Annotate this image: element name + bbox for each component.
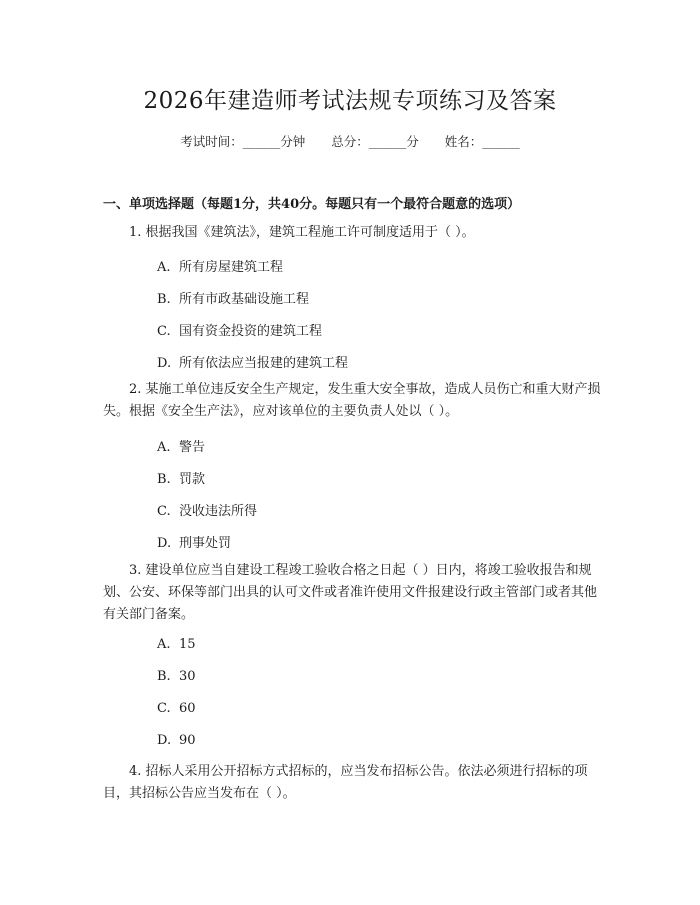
question-3-option-a (157, 637, 196, 652)
option-letter: A. (157, 260, 171, 275)
option-text: 所有房屋建筑工程 (179, 260, 284, 275)
exam-meta (0, 132, 700, 150)
option-letter: B. (157, 292, 171, 307)
question-3-option-d (157, 733, 196, 748)
question-2: 2. 某施工单位违反安全生产规定，发生重大安全事故，造成人员伤亡和重大财产损失。根据《安全生产法》，应对该单位的主要负责人处以（ ）。 (103, 382, 601, 419)
question-1: 1. 根据我国《建筑法》，建筑工程施工许可制度适用于（ ）。 (129, 225, 475, 240)
option-letter: D. (157, 733, 172, 748)
option-text: 所有依法应当报建的建筑工程 (179, 356, 349, 371)
question-1-option-d (157, 352, 348, 371)
option-text: 没收违法所得 (179, 504, 258, 519)
section-heading: 一、单项选择题（每题1分，共40分。每题只有一个最符合题意的选项） (103, 197, 521, 212)
page-title: 2026年建造师考试法规专项练习及答案 (143, 88, 557, 114)
option-text: 刑事处罚 (179, 536, 232, 551)
question-2-option-a (157, 436, 205, 455)
question-3: 3. 建设单位应当自建设工程竣工验收合格之日起（ ）日内，将竣工验收报告和规划、公安、环保等部门出具的认可文件或者准许使用文件报建设行政主管部门或者其他有关部门备案。 (103, 563, 598, 622)
question-2-option-b (157, 468, 205, 487)
option-letter: C. (157, 324, 171, 339)
question-2-option-d (157, 532, 231, 551)
question-3-option-c (157, 701, 196, 716)
option-letter: C. (157, 504, 171, 519)
option-letter: D. (157, 356, 172, 371)
option-letter: B. (157, 472, 171, 487)
name-label: 姓名：______ (444, 134, 520, 149)
total-score-label: 总分：______分 (331, 134, 419, 149)
option-text: 90 (179, 733, 196, 748)
question-3-option-b (157, 669, 196, 684)
option-letter: A. (157, 637, 171, 652)
option-text: 15 (179, 637, 196, 652)
question-1-option-a (157, 256, 283, 275)
option-text: 警告 (179, 440, 206, 455)
option-letter: A. (157, 440, 171, 455)
option-text: 国有资金投资的建筑工程 (179, 324, 323, 339)
option-letter: B. (157, 669, 171, 684)
option-text: 60 (179, 701, 196, 716)
question-2-option-c (157, 500, 257, 519)
option-text: 30 (179, 669, 196, 684)
question-4: 4. 招标人采用公开招标方式招标的，应当发布招标公告。依法必须进行招标的项目，其招标公告应当发布在（ ）。 (103, 764, 588, 801)
exam-time-label: 考试时间：______分钟 (180, 134, 306, 149)
option-text: 所有市政基础设施工程 (179, 292, 310, 307)
option-letter: D. (157, 536, 172, 551)
option-letter: C. (157, 701, 171, 716)
option-text: 罚款 (179, 472, 206, 487)
question-1-option-b (157, 288, 309, 307)
question-1-option-c (157, 320, 322, 339)
